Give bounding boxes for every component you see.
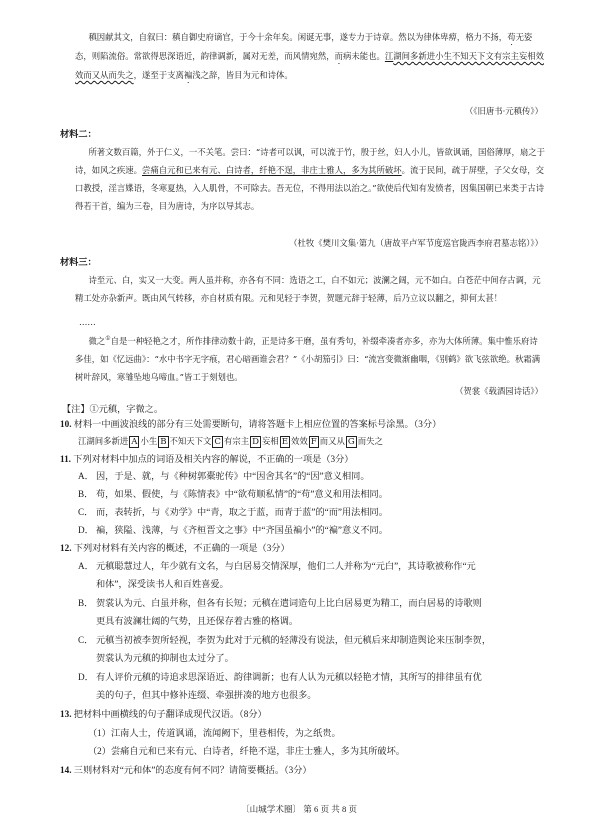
option-text: 苟，如果、假使，与《陈情表》中“欲苟顺私情”的“苟”意义和用法相同。 [96,489,388,499]
q12-option-a-cont: 和体”，深受读书人和百姓喜爱。 [96,579,229,589]
question-number: 12. [60,543,72,553]
question-number: 11. [60,454,71,464]
dotted-word-er: 而 [334,51,343,61]
q12-option-b[interactable] [78,594,545,612]
segment: 效效 [291,436,308,446]
material1-citation: （《旧唐书·元稹传》） [464,106,543,116]
dotted-word-pian: 褊 [183,70,193,80]
material3-paragraph2 [75,330,545,386]
material1-line1: 稹因献其文，自叙曰：稹自御史府谪官，于今十余年矣。闲诞无事，遂专力于诗章。然以为律体卑痹， [88,32,466,42]
material2-line2: 讽诵，国俗薄厚，扇之于诗，如风之疾速。 [75,147,545,175]
material3-paragraph1 [75,271,545,307]
option-text: 元稹聪慧过人，年少就有文名，与白居易交情深厚，他们二人并称为“元白”，其诗歌被称作“元 [96,561,476,571]
question-11 [60,450,545,468]
underlined-sentence-2a: 尝痛自元和已来有元、白诗者，纤艳不逞，非庄士雅人，多为 [142,165,369,175]
segment: 小生 [140,436,158,446]
material1-line3b: ，遂至于支离 [133,70,184,80]
q11-option-d[interactable] [78,521,545,539]
option-text: 贺裳认为元、白虽并称，但各有长短；元稹在遣词造句上比白居易更为精工，而白居易的诗歌则 [96,598,482,608]
material1-line2b: 无姿态，则陷流俗。常欲得思深语近，韵律调新，属对无差，而风情宛然， [75,32,533,61]
option-label: A． [78,471,94,481]
question-number: 13. [60,709,72,719]
option-text: 因，于是、就，与《种树郭橐驼传》中“因舍其名”的“因”意义相同。 [96,471,370,481]
q10-segmentation-line [78,432,545,450]
option-label: B． [78,598,94,608]
material3-title: 材料三： [60,257,97,267]
option-text: 元稹当初被李贺所轻视，李贺为此对于元稹的轻薄没有说法，但元稹后来却制造舆论来压制李贺， [96,635,492,645]
break-mark-E[interactable]: E [281,437,289,447]
segment: 有宗主 [224,436,250,446]
q11-option-a[interactable] [78,467,545,485]
question-number: 14. [60,765,72,775]
wavy-underlined-sentence: 湖间多新进小生不知天下文有宗主妄相效效而又从而失之 [75,51,544,80]
segment: 不知天下文 [169,436,212,446]
break-mark-F[interactable]: F [310,437,317,447]
option-label: C． [78,507,94,517]
segment: 妄相 [262,436,279,446]
question-text: 下列对材料中加点的词语及相关内容的解说，不正确的一项是（3分） [73,454,354,464]
material2-paragraph [75,143,545,215]
option-label: D． [78,525,94,535]
question-13 [60,705,545,723]
break-mark-D[interactable]: D [252,437,260,447]
material1-paragraph [75,28,545,85]
q12-option-c[interactable] [78,631,545,649]
material3-line2: 白苍茫中间存古调，元精工处亦杂新声。既由风气转移，亦自材质有限。元和见轻于李贺，贺题元辞于轻 [75,275,541,303]
question-text: 材料一中画波浪线的部分有三处需要断句，请将答题卡上相应位置的答案标号涂黑。（3分） [73,419,442,429]
break-mark-G[interactable]: G [347,437,355,447]
option-label: D． [78,672,94,682]
ellipsis: …… [79,317,96,327]
footnote-marker: ① [105,335,111,342]
q13-sentence-2: （2）尝痛自元和已来有元、白诗者，纤艳不逞，非庄士雅人，多为其所破坏。 [88,746,405,756]
option-label: B． [78,489,94,499]
option-text: 而，表转折，与《劝学》中“青，取之于蓝，而青于蓝”的“而”用法相同。 [96,507,388,517]
q12-option-d-cont: 美的句子，但其中修补连缀、牵强拼凑的地方也很多。 [96,690,317,700]
question-number: 10. [60,419,72,429]
material2-citation: （杜牧《樊川文集·第九（唐故平卢军节度巡官陇西李府君墓志铭）》） [289,238,543,248]
material3-citation: （贺裳《载酒园诗话》） [455,386,543,396]
material2-title: 材料二： [60,129,97,139]
question-text: 下列对材料有关内容的概述，不正确的一项是（3分） [73,543,290,553]
q13-sentence-1: （1）江南人士，传道讽诵，流闻阙下，里巷相传，为之纸贵。 [88,728,341,738]
segment: 而又从 [319,436,345,446]
q12-option-b-cont: 更具有波澜壮阔的气势，且还保存着古雅的格调。 [96,616,299,626]
material2-line4: 无位，不得用法以治之。”欲使后代知有发愤者，因集国朝已来类于古诗得若干首，编为三卷，目为唐诗， [75,183,545,211]
q12-option-d[interactable] [78,668,545,686]
break-mark-A[interactable]: A [131,437,138,447]
q11-option-b[interactable] [78,485,545,503]
question-14 [60,761,545,779]
segment: 而失之 [357,436,383,446]
option-label: C． [78,635,94,645]
q12-option-a[interactable] [78,557,545,575]
material3-line4b: 自是一种轻艳之才，所作排律动数十韵，正是诗多干磨，虽有秀句，补缀牵凑者亦多，亦为大 [110,335,454,346]
option-text: 有人评价元稹的诗追求思深语近、韵律调新；也有人认为元稹以轻艳才情，其所写的排律虽有优 [96,672,482,682]
material1-line2a: 格力不扬， [465,32,508,42]
underline-start: 江 [384,51,394,61]
material3-line1: 诗至元、白，实又一大变。两人虽并称，亦各有不同：选语之工，白不如元；波澜之阔，元不如白。 [88,275,457,285]
option-text: 褊，狭隘、浅薄，与《齐桓晋文之事》中“齐国虽褊小”的“褊”意义不同。 [96,525,388,535]
material2-line3: 。流于民间，疏于屏壁，子父女母，交口教授，淫言媟语，冬寒夏热，入人肌骨，不可除去。吾 [75,165,544,193]
material1-line3c: 浅之辞，皆目为元和诗体。 [192,70,293,80]
q12-option-c-cont: 贺裳认为元稹的抑制也太过分了。 [96,653,234,663]
question-10 [60,415,545,433]
material3-line4a: 微之 [88,335,106,346]
material3-line6: “流宫变微渐幽咽，《别鹤》欲飞弦欲绝。秋霜满树叶辞风，寒雏坠地乌啼血。”皆工于刻划也。 [75,353,541,382]
break-mark-C[interactable]: C [214,437,221,447]
question-text: 三则材料对“元和体”的态度有何不同？请简要概括。（3分） [73,765,312,775]
question-text: 把材料中画横线的句子翻译成现代汉语。（8分） [73,709,267,719]
material2-line1: 所著文数百篇，外于仁义，一不关笔。尝曰：“诗者可以讽，可以流于竹，殷于丝，妇人小儿，皆欲 [88,147,453,157]
dotted-word-gou: 苟 [507,32,516,42]
segment: 江湖间多新进 [78,436,129,446]
option-label: A． [78,561,94,571]
material3-line5: 体所薄。集中惟乐府诗多佳，如《忆远曲》：“水中书字无字痕，君心暗画谁会君？”《小胡笳引》曰： [75,335,538,364]
page-footer: 〔山城学术圈〕 第 6 页 共 8 页 [240,804,358,814]
material1-line2c: 病未能也。 [343,51,385,61]
material3-line3: 薄，后乃立议以翻之，抑何太甚！ [376,293,503,303]
material2-line5: 为序以导其志。 [200,201,260,211]
underlined-sentence-2b: 其所破坏 [368,165,402,175]
question-12 [60,539,545,557]
break-mark-B[interactable]: B [160,437,167,447]
footnote: 【注】①元稹，字微之。 [62,404,164,414]
q11-option-c[interactable] [78,503,545,521]
